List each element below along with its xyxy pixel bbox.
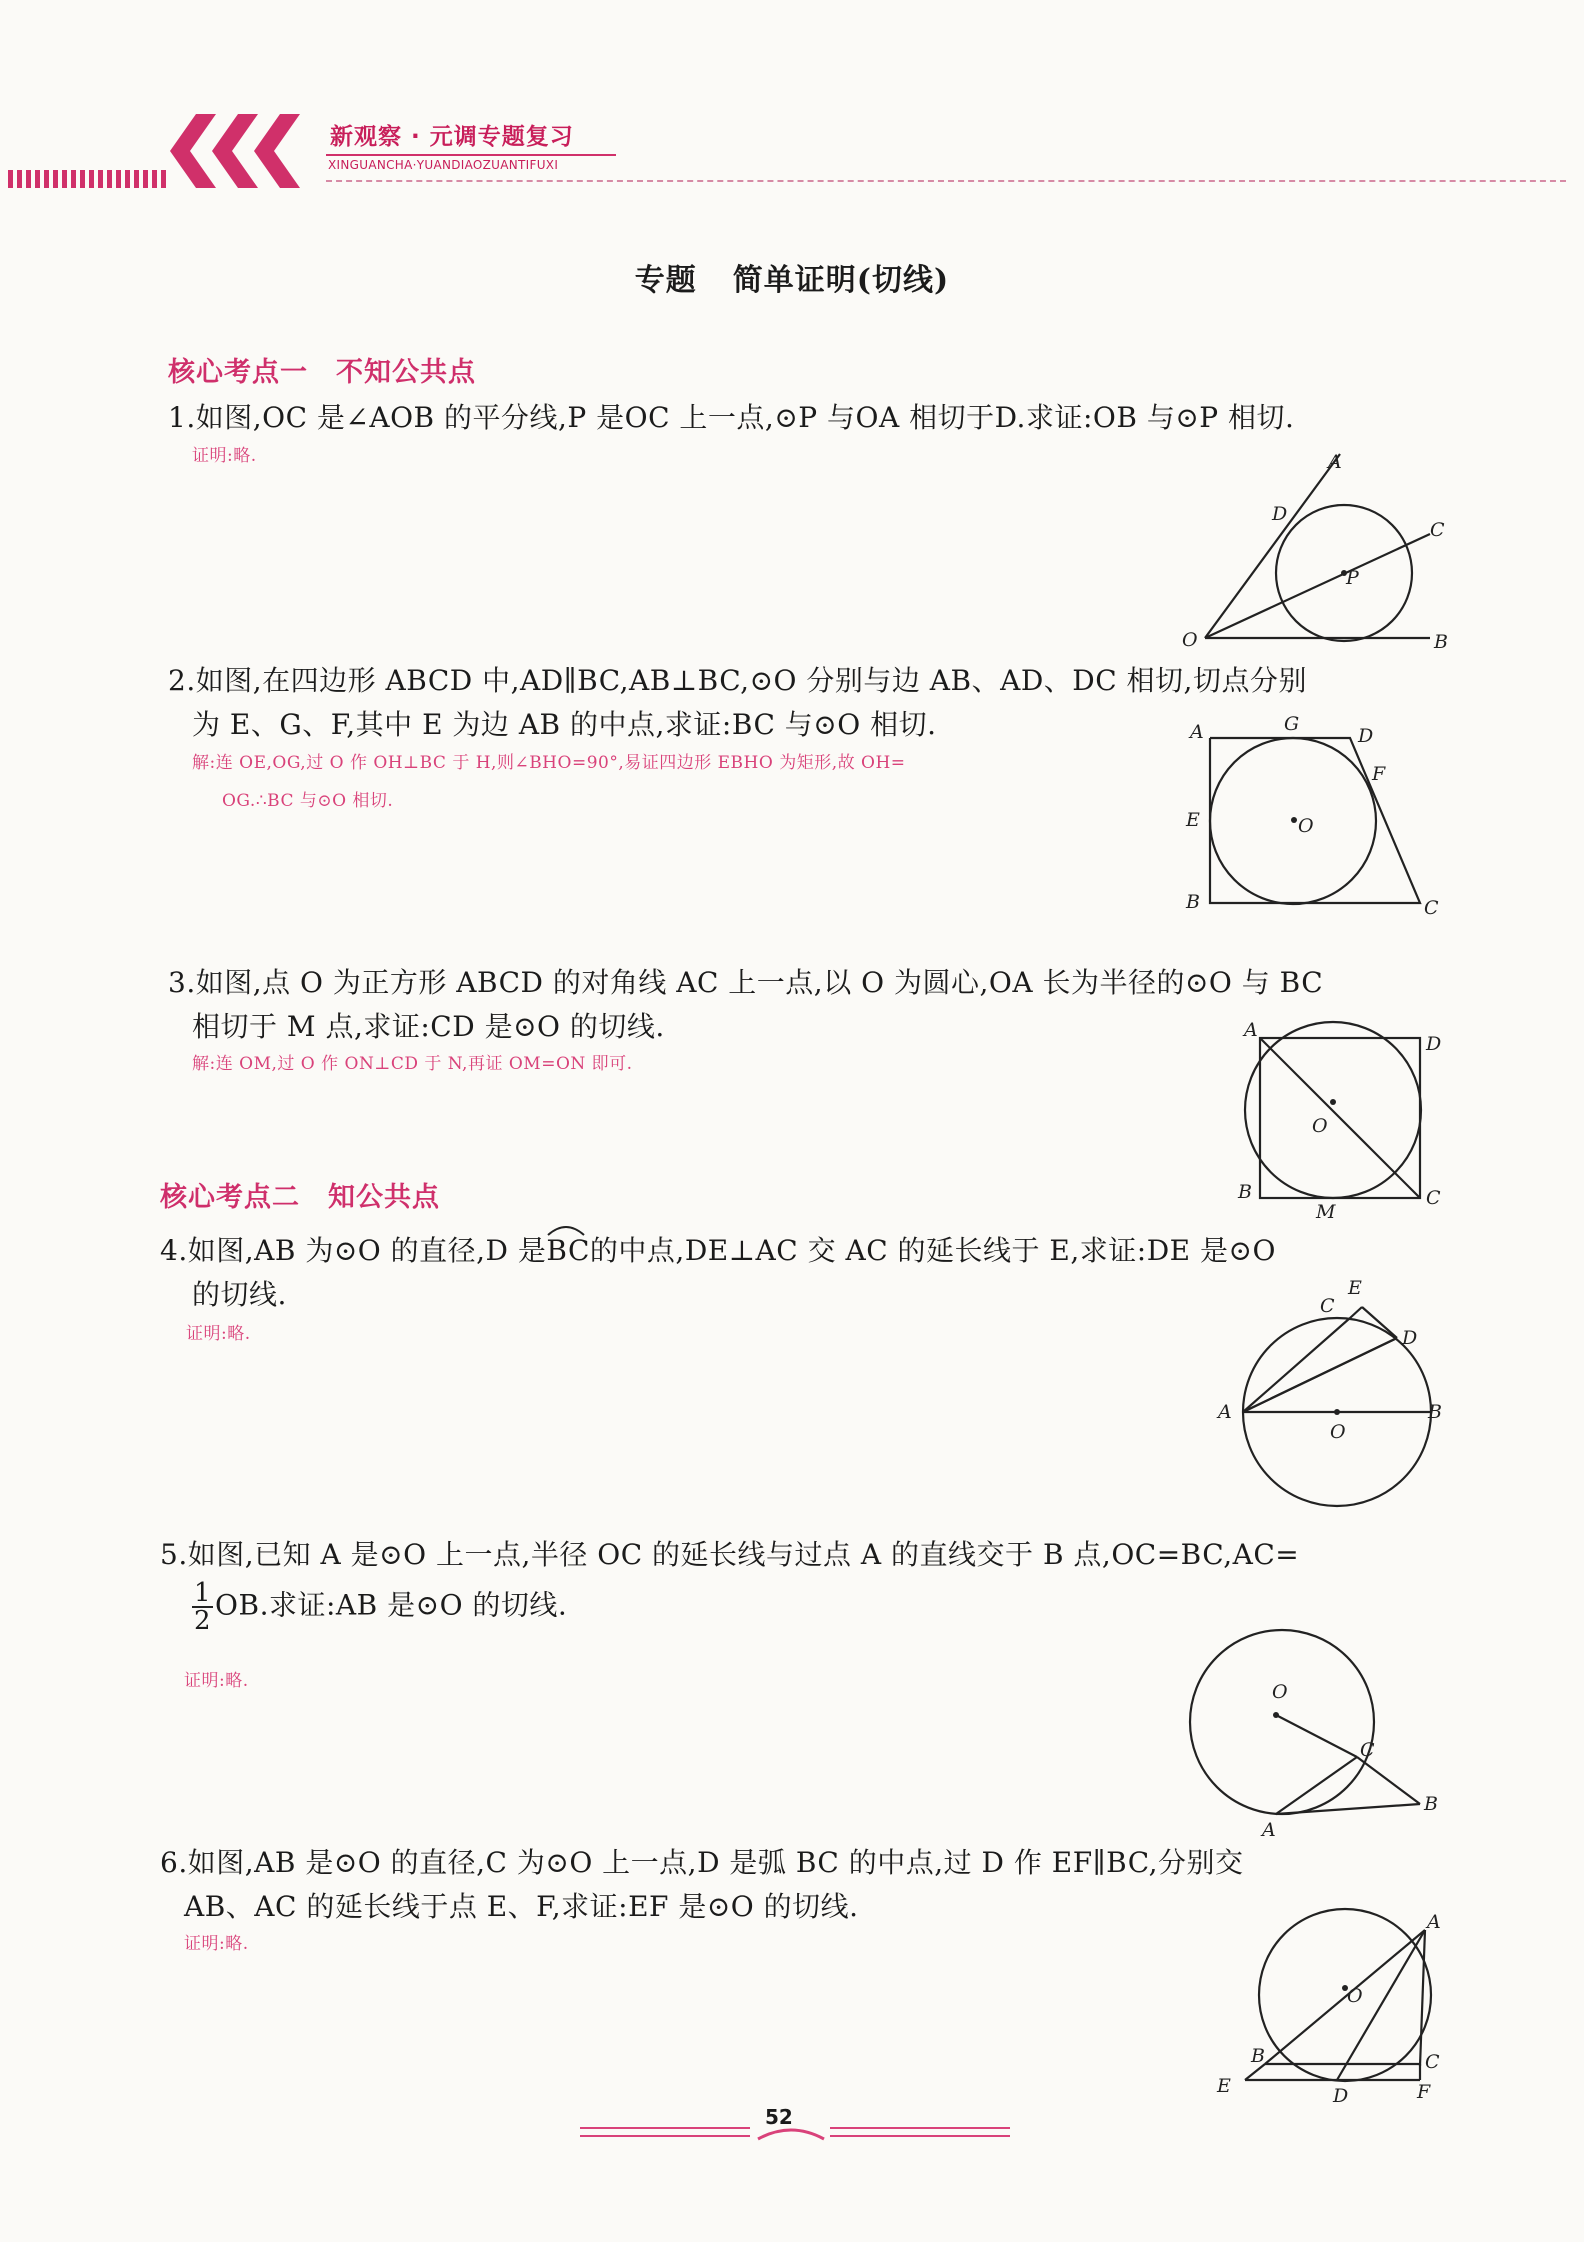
figure-2 — [1180, 708, 1460, 928]
label: O — [1272, 1681, 1288, 1703]
label: E — [1186, 809, 1200, 831]
label: D — [1333, 2085, 1349, 2107]
label: P — [1346, 567, 1359, 589]
footer-rule — [830, 2127, 1010, 2129]
label: F — [1372, 763, 1386, 785]
label: A — [1218, 1401, 1232, 1423]
header-underline — [326, 154, 616, 156]
problem-5-text-b: OB.求证:AB 是⊙O 的切线. — [215, 1588, 568, 1622]
figure-5 — [1180, 1620, 1450, 1840]
label: C — [1424, 897, 1439, 919]
label: O — [1312, 1115, 1328, 1137]
label: O — [1347, 1985, 1363, 2007]
problem-4-text-line2: 的切线. — [192, 1278, 287, 1311]
label: C — [1320, 1295, 1335, 1317]
section-heading: 核心考点二 知公共点 — [160, 1182, 440, 1213]
label: C — [1360, 1739, 1375, 1761]
figure-6 — [1205, 1900, 1465, 2110]
label: D — [1272, 503, 1288, 525]
problem-4-text-a: 4.如图,AB 为⊙O 的直径,D 是 — [160, 1234, 547, 1267]
label: B — [1251, 2045, 1265, 2067]
label: O — [1182, 629, 1198, 651]
label: O — [1298, 815, 1314, 837]
fraction-numerator: 1 — [194, 1578, 212, 1608]
fraction — [192, 1580, 213, 1634]
label: M — [1316, 1201, 1336, 1218]
label: D — [1358, 725, 1374, 747]
figure-4 — [1200, 1270, 1460, 1510]
header-subtitle: XINGUANCHA·YUANDIAOZUANTIFUXI — [328, 158, 559, 172]
header-stripe — [8, 170, 168, 188]
problem-2-text-line1: 2.如图,在四边形 ABCD 中,AD∥BC,AB⊥BC,⊙O 分别与边 AB、AD、DC 相切,切点分别 — [168, 664, 1307, 697]
figure-1 — [1180, 448, 1450, 658]
footer-rule — [830, 2135, 1010, 2137]
label: D — [1426, 1033, 1442, 1055]
label: A — [1262, 1819, 1276, 1840]
page-title-part2: 简单证明(切线) — [732, 263, 950, 298]
problem-3-answer: 解:连 OM,过 O 作 ON⊥CD 于 N,再证 OM=ON 即可. — [192, 1054, 633, 1074]
label: D — [1402, 1327, 1418, 1349]
arc-label: BC — [546, 1234, 590, 1267]
label: G — [1284, 713, 1300, 735]
label: A — [1427, 1911, 1441, 1933]
page-footer — [560, 2105, 1020, 2145]
footer-rule — [580, 2127, 750, 2129]
header-title: 新观察 · 元调专题复习 — [330, 124, 574, 150]
page-header — [0, 108, 1584, 198]
label: C — [1426, 1187, 1441, 1209]
label: A — [1244, 1019, 1258, 1041]
problem-4-answer: 证明:略. — [186, 1324, 251, 1344]
header-divider — [326, 180, 1566, 182]
problem-2-answer-line2: OG.∴BC 与⊙O 相切. — [222, 791, 394, 811]
page-number: 52 — [765, 2105, 793, 2129]
problem-6-text-line1: 6.如图,AB 是⊙O 的直径,C 为⊙O 上一点,D 是弧 BC 的中点,过 D 作 EF∥BC,分别交 — [160, 1846, 1244, 1879]
problem-4-text-b: 的中点,DE⊥AC 交 AC 的延长线于 E,求证:DE 是⊙O — [589, 1234, 1276, 1267]
problem-1-answer: 证明:略. — [192, 446, 257, 466]
section-heading: 核心考点一 不知公共点 — [168, 357, 476, 388]
label: A — [1328, 451, 1342, 473]
problem-6-answer: 证明:略. — [184, 1934, 249, 1954]
problem-1-text: 1.如图,OC 是∠AOB 的平分线,P 是OC 上一点,⊙P 与OA 相切于D.求证:OB 与⊙P 相切. — [168, 401, 1295, 434]
problem-6-text-line2: AB、AC 的延长线于点 E、F,求证:EF 是⊙O 的切线. — [184, 1890, 859, 1923]
page-title — [0, 255, 1584, 299]
page-title-part1: 专题 — [634, 263, 697, 298]
label: E — [1217, 2075, 1231, 2097]
chevron-left-icon — [210, 114, 258, 188]
label: C — [1425, 2051, 1440, 2073]
problem-3-text-line1: 3.如图,点 O 为正方形 ABCD 的对角线 AC 上一点,以 O 为圆心,OA 长为半径的⊙O 与 BC — [168, 966, 1324, 999]
arc-icon — [546, 1222, 586, 1236]
label: E — [1348, 1277, 1362, 1299]
problem-2-text-line2: 为 E、G、F,其中 E 为边 AB 的中点,求证:BC 与⊙O 相切. — [192, 708, 937, 741]
label: O — [1330, 1421, 1346, 1443]
figure-3 — [1220, 1018, 1460, 1218]
problem-3-text-line2: 相切于 M 点,求证:CD 是⊙O 的切线. — [192, 1010, 665, 1043]
problem-5-text-line2 — [192, 1580, 567, 1634]
label: C — [1430, 519, 1445, 541]
problem-2-answer-line1: 解:连 OE,OG,过 O 作 OH⊥BC 于 H,则∠BHO=90°,易证四边形 EBHO 为矩形,故 OH= — [192, 753, 906, 773]
fraction-denominator: 2 — [194, 1606, 212, 1636]
problem-5-answer: 证明:略. — [184, 1671, 249, 1691]
label: B — [1424, 1793, 1438, 1815]
chevron-left-icon — [168, 114, 216, 188]
problem-4-text-line1 — [160, 1228, 1276, 1274]
label: B — [1186, 891, 1200, 913]
label: F — [1417, 2081, 1431, 2103]
label: B — [1434, 631, 1448, 653]
ornament-icon — [756, 2125, 826, 2141]
label: A — [1190, 721, 1204, 743]
problem-5-text-line1: 5.如图,已知 A 是⊙O 上一点,半径 OC 的延长线与过点 A 的直线交于 B 点,OC=BC,AC= — [160, 1538, 1300, 1571]
chevron-left-icon — [252, 114, 300, 188]
label: B — [1428, 1401, 1442, 1423]
arc-bc — [546, 1228, 590, 1274]
label: B — [1238, 1181, 1252, 1203]
footer-rule — [580, 2135, 750, 2137]
